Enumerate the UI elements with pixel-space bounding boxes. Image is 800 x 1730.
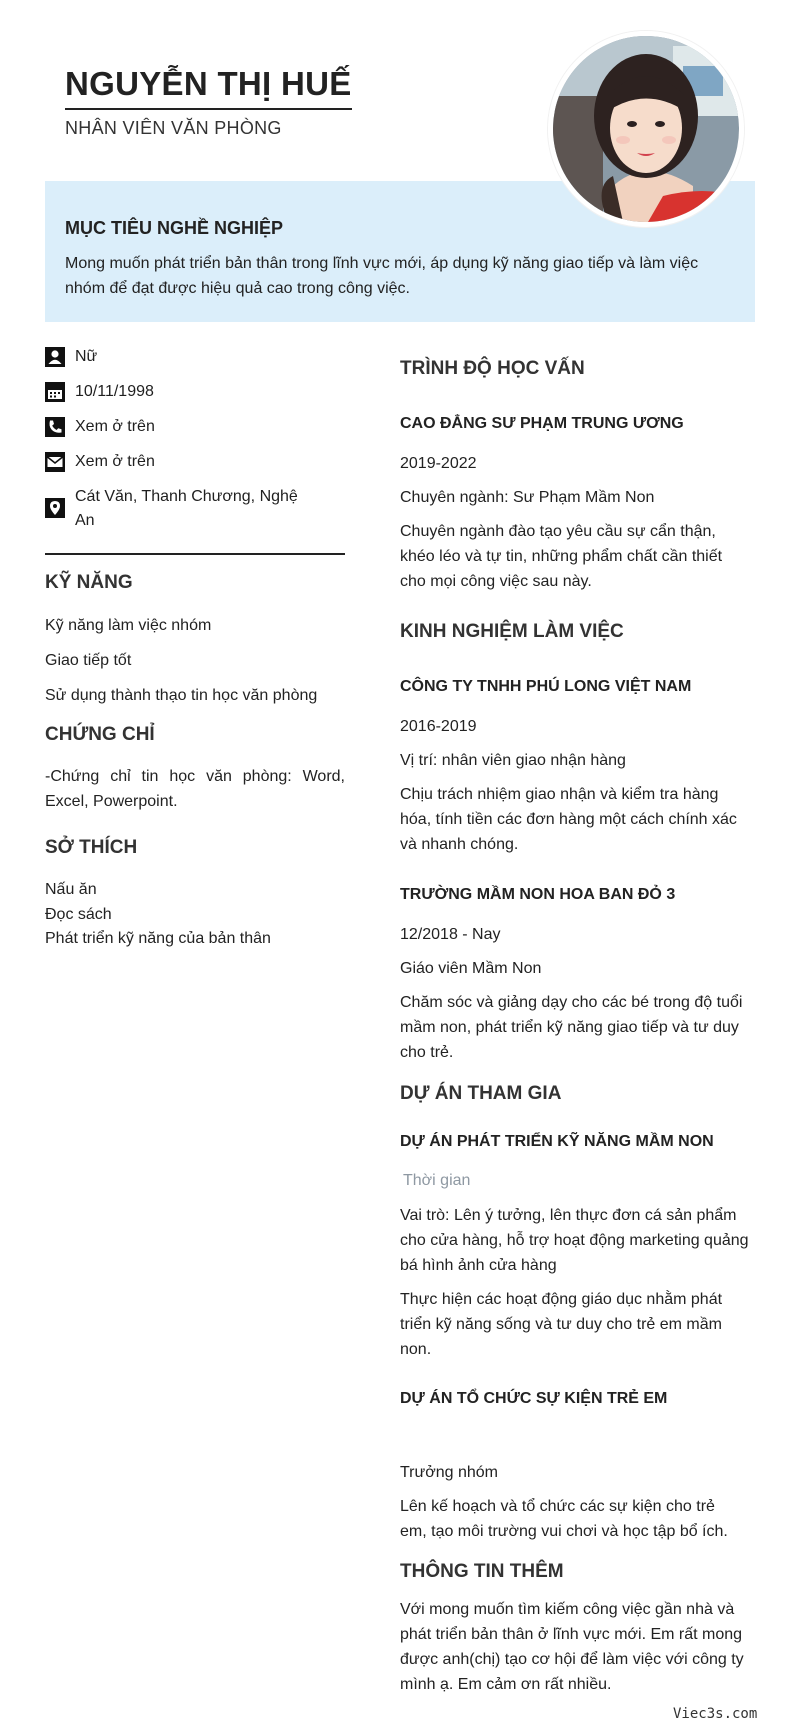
- contact-info: [45, 345, 345, 544]
- education-school: CAO ĐẲNG SƯ PHẠM TRUNG ƯƠNG: [400, 415, 684, 432]
- hobby-item: Nấu ăn: [45, 881, 97, 898]
- objective-heading: MỤC TIÊU NGHỀ NGHIỆP: [65, 218, 284, 238]
- phone-row: [45, 415, 345, 439]
- birthday-row: [45, 380, 345, 404]
- hobby-item: Phát triển kỹ năng của bản thân: [45, 930, 271, 947]
- education-heading: TRÌNH ĐỘ HỌC VẤN: [400, 358, 585, 379]
- objective-text: Mong muốn phát triển bản thân trong lĩnh vực mới, áp dụng kỹ năng giao tiếp và làm việc nhóm để đạt được hiệu quả cao trong công việc.: [65, 255, 699, 297]
- skill-item: Kỹ năng làm việc nhóm: [45, 617, 212, 634]
- education-major: Chuyên ngành: Sư Phạm Mầm Non: [400, 489, 655, 506]
- project-name: DỰ ÁN PHÁT TRIỂN KỸ NĂNG MẦM NON: [400, 1133, 714, 1150]
- skill-item: Giao tiếp tốt: [45, 652, 132, 669]
- job-position: Vị trí: nhân viên giao nhận hàng: [400, 752, 626, 769]
- certificates-heading: CHỨNG CHỈ: [45, 724, 155, 745]
- candidate-name: NGUYỄN THỊ HUẾ: [65, 64, 352, 110]
- additional-info-heading: THÔNG TIN THÊM: [400, 1561, 564, 1582]
- phone-icon: [45, 417, 65, 437]
- additional-info-text: Với mong muốn tìm kiếm công việc gần nhà và phát triển bản thân ở lĩnh vực mới. Em rất mong được anh(chị) tạo cơ hội để làm việc với công ty mình ạ. Em cảm ơn rất nhiều.: [400, 1601, 744, 1693]
- address-row: [45, 485, 345, 533]
- hobby-item: Đọc sách: [45, 906, 112, 923]
- job-description: Chăm sóc và giảng dạy cho các bé trong độ tuổi mầm non, phát triển kỹ năng giao tiếp và tư duy cho trẻ.: [400, 994, 743, 1061]
- section-divider: [45, 553, 345, 555]
- job-company: TRƯỜNG MẦM NON HOA BAN ĐỎ 3: [400, 886, 676, 903]
- mail-icon: [45, 452, 65, 472]
- project-time-placeholder: Thời gian: [403, 1172, 471, 1189]
- hobbies-heading: SỞ THÍCH: [45, 837, 138, 858]
- job-description: Chịu trách nhiệm giao nhận và kiểm tra hàng hóa, tính tiền các đơn hàng một cách chính xác và nhanh chóng.: [400, 786, 737, 853]
- education-description: Chuyên ngành đào tạo yêu cầu sự cẩn thận, khéo léo và tự tin, những phẩm chất cần thiết cho mọi công việc sau này.: [400, 523, 723, 590]
- job-company: CÔNG TY TNHH PHÚ LONG VIỆT NAM: [400, 678, 692, 695]
- project-role: Trưởng nhóm: [400, 1464, 498, 1481]
- phone-text: Xem ở trên: [75, 418, 155, 435]
- avatar: [548, 31, 744, 227]
- skill-item: Sử dụng thành thạo tin học văn phòng: [45, 687, 318, 704]
- location-icon: [45, 498, 65, 518]
- job-title: NHÂN VIÊN VĂN PHÒNG: [65, 118, 282, 138]
- project-description: Thực hiện các hoạt động giáo dục nhằm phát triển kỹ năng sống và tư duy cho trẻ em mầm non.: [400, 1291, 723, 1358]
- project-name: DỰ ÁN TỔ CHỨC SỰ KIỆN TRẺ EM: [400, 1390, 668, 1407]
- experience-heading: KINH NGHIỆM LÀM VIỆC: [400, 621, 624, 642]
- projects-heading: DỰ ÁN THAM GIA: [400, 1083, 562, 1104]
- job-position: Giáo viên Mầm Non: [400, 960, 542, 977]
- birthday-text: 10/11/1998: [75, 383, 154, 400]
- person-icon: [45, 347, 65, 367]
- certificate-text: -Chứng chỉ tin học văn phòng: Word, Excel, Powerpoint.: [45, 768, 345, 810]
- skills-heading: KỸ NĂNG: [45, 572, 133, 593]
- calendar-icon: [45, 382, 65, 402]
- gender-row: [45, 345, 345, 369]
- job-period: 12/2018 - Nay: [400, 926, 501, 943]
- job-period: 2016-2019: [400, 718, 477, 735]
- education-period: 2019-2022: [400, 455, 477, 472]
- project-description: Lên kế hoạch và tổ chức các sự kiện cho trẻ em, tạo môi trường vui chơi và học tập bổ ích.: [400, 1498, 728, 1540]
- project-role: Vai trò: Lên ý tưởng, lên thực đơn cá sản phẩm cho cửa hàng, hỗ trợ hoạt động marketing quảng bá hình ảnh cửa hàng: [400, 1207, 749, 1274]
- address-text: Cát Văn, Thanh Chương, Nghệ An: [75, 488, 298, 529]
- gender-text: Nữ: [75, 348, 98, 365]
- watermark: Viec3s.com: [673, 1706, 758, 1722]
- email-text: Xem ở trên: [75, 453, 155, 470]
- email-row: [45, 450, 345, 474]
